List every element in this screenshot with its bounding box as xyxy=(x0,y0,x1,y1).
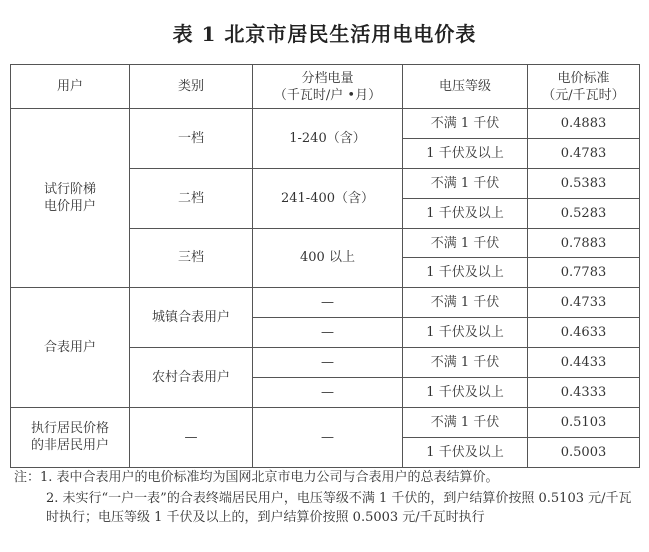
voltage-cell: 1 千伏及以上 xyxy=(403,198,528,228)
tier-1-range: 1-240（含） xyxy=(253,109,403,169)
price-cell: 0.7883 xyxy=(528,228,640,258)
table-row xyxy=(11,109,640,139)
note-2: 2. 未实行“一户一表”的合表终端居民用户，电压等级不满 1 千伏的，到户结算价按照 0.5103 元/千瓦时执行；电压等级 1 千伏及以上的，到户结算价按照 0.5003 元/千瓦时执行 xyxy=(46,491,632,525)
voltage-cell: 不满 1 千伏 xyxy=(403,348,528,378)
price-cell: 0.5103 xyxy=(528,407,640,437)
voltage-cell: 1 千伏及以上 xyxy=(403,258,528,288)
header-voltage: 电压等级 xyxy=(403,65,528,109)
voltage-cell: 1 千伏及以上 xyxy=(403,138,528,168)
header-category: 类别 xyxy=(130,65,253,109)
price-cell: 0.4633 xyxy=(528,318,640,348)
nonresident-category: — xyxy=(130,407,253,467)
voltage-cell: 1 千伏及以上 xyxy=(403,437,528,467)
group-nonresident-line2: 的非居民用户 xyxy=(30,438,109,454)
combined-rural-category: 农村合表用户 xyxy=(130,348,253,408)
range-cell: — xyxy=(253,348,403,378)
header-tier-range xyxy=(253,65,403,109)
tier-1-category: 一档 xyxy=(130,109,253,169)
group-nonresident-line1: 执行居民价格 xyxy=(30,421,109,437)
voltage-cell: 1 千伏及以上 xyxy=(403,378,528,408)
header-price-line2: （元/千瓦时） xyxy=(542,87,625,103)
group-combined-label: 合表用户 xyxy=(11,288,130,408)
tier-2-category: 二档 xyxy=(130,168,253,228)
price-cell: 0.4883 xyxy=(528,109,640,139)
price-cell: 0.5383 xyxy=(528,168,640,198)
table-row xyxy=(11,407,640,437)
price-cell: 0.4783 xyxy=(528,138,640,168)
voltage-cell: 不满 1 千伏 xyxy=(403,228,528,258)
header-tier-line1: 分档电量 xyxy=(301,70,354,86)
price-cell: 0.4433 xyxy=(528,348,640,378)
tier-3-range: 400 以上 xyxy=(253,228,403,288)
range-cell: — xyxy=(253,378,403,408)
group-tiered-label xyxy=(11,109,130,288)
voltage-cell: 1 千伏及以上 xyxy=(403,318,528,348)
tier-2-range: 241-400（含） xyxy=(253,168,403,228)
group-tiered-line1: 试行阶梯 xyxy=(43,182,96,198)
range-cell: — xyxy=(253,288,403,318)
nonresident-range: — xyxy=(253,407,403,467)
header-price xyxy=(528,65,640,109)
header-user: 用户 xyxy=(11,65,130,109)
group-tiered-line2: 电价用户 xyxy=(43,199,96,215)
price-cell: 0.7783 xyxy=(528,258,640,288)
header-tier-line2: （千瓦时/户 •月） xyxy=(273,87,382,103)
price-cell: 0.5003 xyxy=(528,437,640,467)
voltage-cell: 不满 1 千伏 xyxy=(403,407,528,437)
table-title: 表 1 北京市居民生活用电电价表 xyxy=(172,22,477,46)
voltage-cell: 不满 1 千伏 xyxy=(403,288,528,318)
note-1: 注：1. 表中合表用户的电价标准均为国网北京市电力公司与合表用户的总表结算价。 xyxy=(14,470,499,485)
group-nonresident-label xyxy=(11,407,130,467)
range-cell: — xyxy=(253,318,403,348)
voltage-cell: 不满 1 千伏 xyxy=(403,168,528,198)
header-row xyxy=(11,65,640,109)
combined-urban-category: 城镇合表用户 xyxy=(130,288,253,348)
tier-3-category: 三档 xyxy=(130,228,253,288)
header-price-line1: 电价标准 xyxy=(557,70,610,86)
price-cell: 0.4733 xyxy=(528,288,640,318)
price-cell: 0.4333 xyxy=(528,378,640,408)
electricity-price-table xyxy=(10,64,640,468)
voltage-cell: 不满 1 千伏 xyxy=(403,109,528,139)
table-row xyxy=(11,288,640,318)
price-cell: 0.5283 xyxy=(528,198,640,228)
